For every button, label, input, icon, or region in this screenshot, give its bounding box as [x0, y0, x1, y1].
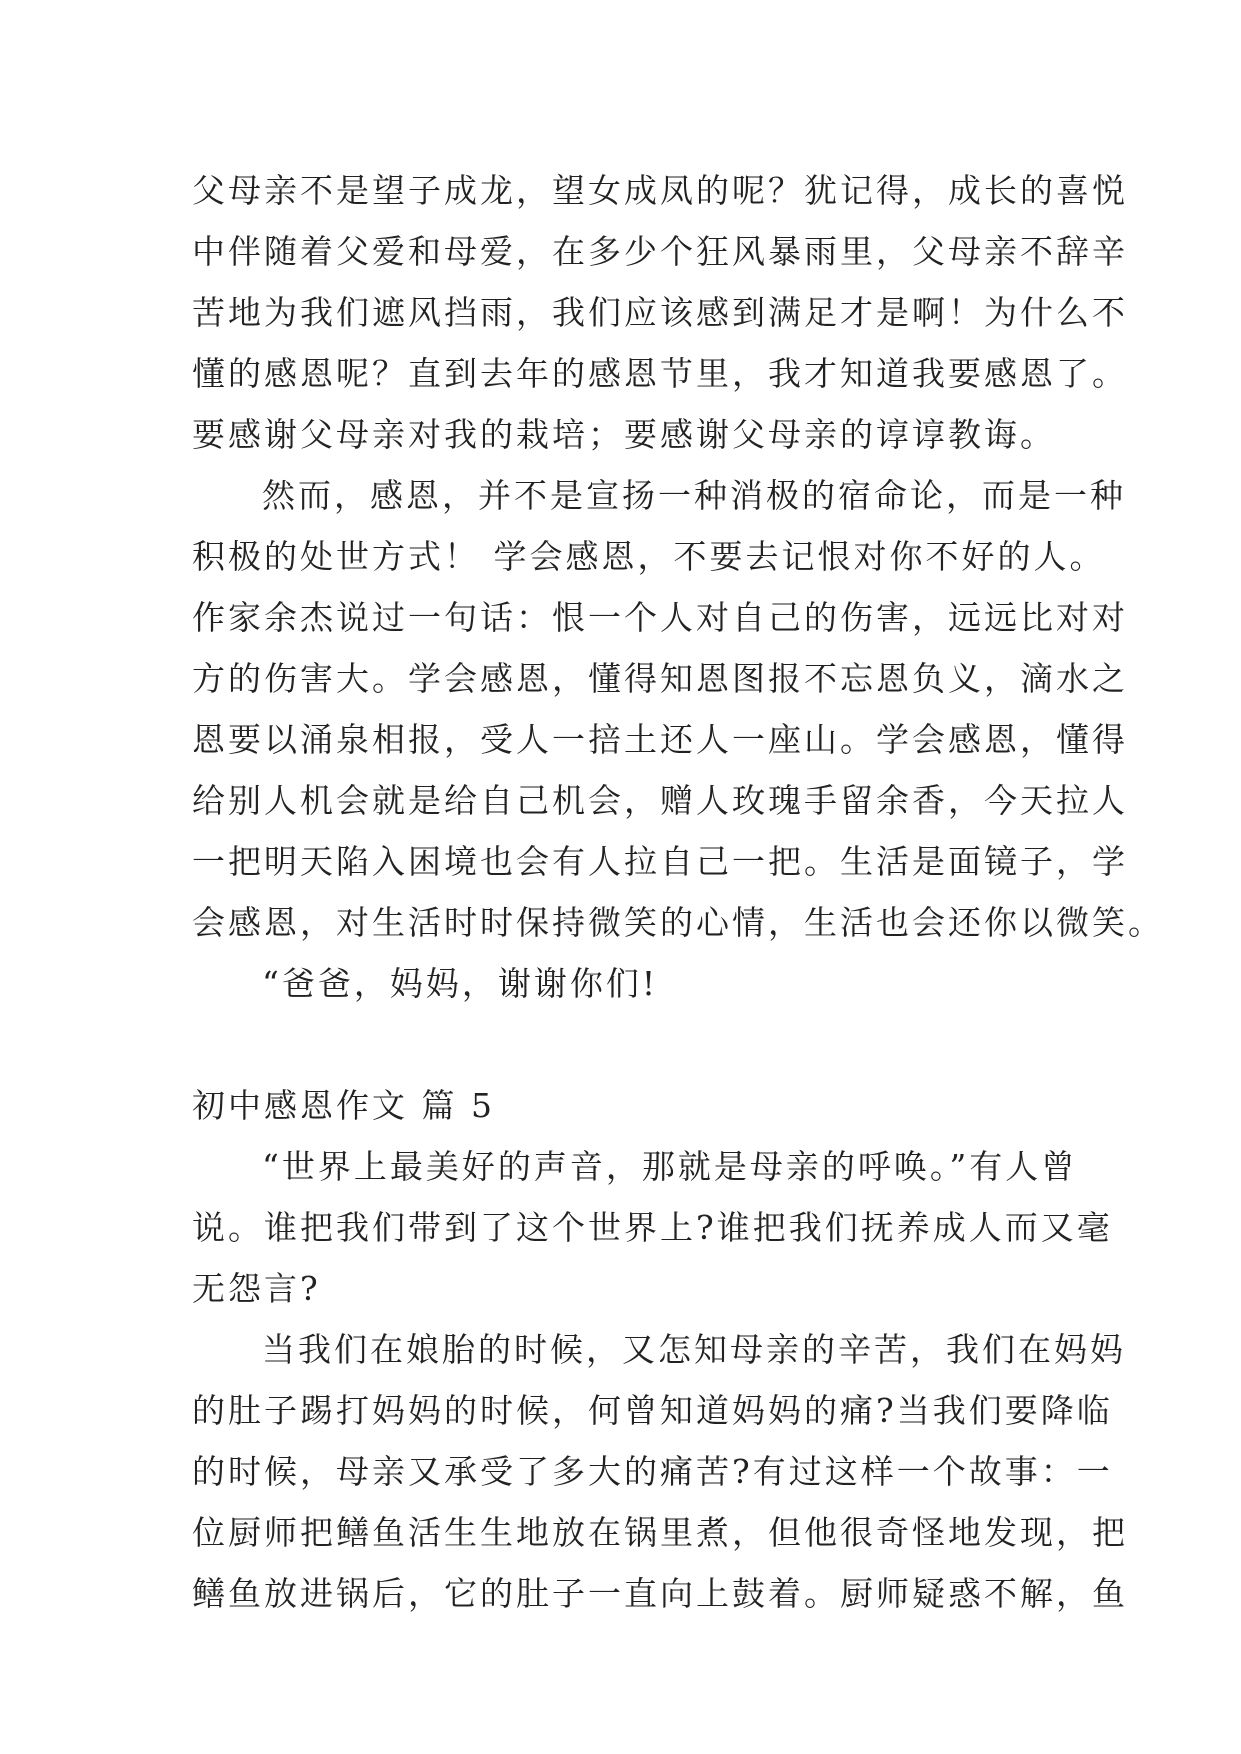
- paragraph-line: 的肚子踢打妈妈的时候，何曾知道妈妈的痛?当我们要降临: [192, 1391, 1113, 1430]
- paragraph-3: [192, 953, 1072, 1014]
- paragraph-line: 苦地为我们遮风挡雨，我们应该感到满足才是啊！为什么不: [192, 293, 1128, 332]
- paragraph-line: 会感恩，对生活时时保持微笑的心情，生活也会还你以微笑。: [192, 903, 1164, 942]
- paragraph-line: 鳝鱼放进锅后，它的肚子一直向上鼓着。厨师疑惑不解，鱼: [192, 1574, 1128, 1613]
- paragraph-line: 当我们在娘胎的时候，又怎知母亲的辛苦，我们在妈妈: [262, 1330, 1126, 1369]
- paragraph-4: [192, 1136, 1113, 1319]
- paragraph-line: “世界上最美好的声音，那就是母亲的呼唤。”有人曾: [262, 1147, 1078, 1186]
- paragraph-line: 说。谁把我们带到了这个世界上?谁把我们抚养成人而又毫: [192, 1208, 1113, 1247]
- paragraph-line: 懂的感恩呢？直到去年的感恩节里，我才知道我要感恩了。: [192, 354, 1128, 393]
- paragraph-line: 要感谢父母亲对我的栽培；要感谢父母亲的谆谆教诲。: [192, 415, 1056, 454]
- paragraph-line: 作家余杰说过一句话：恨一个人对自己的伤害，远远比对对: [192, 598, 1128, 637]
- paragraph-line: 父母亲不是望子成龙，望女成凤的呢？犹记得，成长的喜悦: [192, 171, 1128, 210]
- paragraph-line: 方的伤害大。学会感恩，懂得知恩图报不忘恩负义，滴水之: [192, 659, 1128, 698]
- paragraph-line: 然而，感恩，并不是宣扬一种消极的宿命论，而是一种: [262, 476, 1126, 515]
- section-heading: 初中感恩作文 篇 5: [192, 1086, 495, 1125]
- paragraph-line: 一把明天陷入困境也会有人拉自己一把。生活是面镜子，学: [192, 842, 1128, 881]
- paragraph-line: 的时候，母亲又承受了多大的痛苦?有过这样一个故事：一: [192, 1452, 1113, 1491]
- paragraph-2: [192, 465, 1164, 953]
- paragraph-line: 给别人机会就是给自己机会，赠人玫瑰手留余香，今天拉人: [192, 781, 1128, 820]
- paragraph-5: [192, 1319, 1128, 1624]
- paragraph-line: 中伴随着父爱和母爱，在多少个狂风暴雨里，父母亲不辞辛: [192, 232, 1128, 271]
- paragraph-line: 位厨师把鳝鱼活生生地放在锅里煮，但他很奇怪地发现，把: [192, 1513, 1128, 1552]
- paragraph-line: “爸爸，妈妈，谢谢你们!: [262, 964, 659, 1003]
- paragraph-line: 积极的处世方式！ 学会感恩，不要去记恨对你不好的人。: [192, 537, 1106, 576]
- paragraph-line: 无怨言?: [192, 1269, 321, 1308]
- document-body: [192, 160, 1164, 1624]
- section-spacer: [192, 1014, 1072, 1075]
- paragraph-1: [192, 160, 1128, 465]
- paragraph-line: 恩要以涌泉相报，受人一掊土还人一座山。学会感恩，懂得: [192, 720, 1128, 759]
